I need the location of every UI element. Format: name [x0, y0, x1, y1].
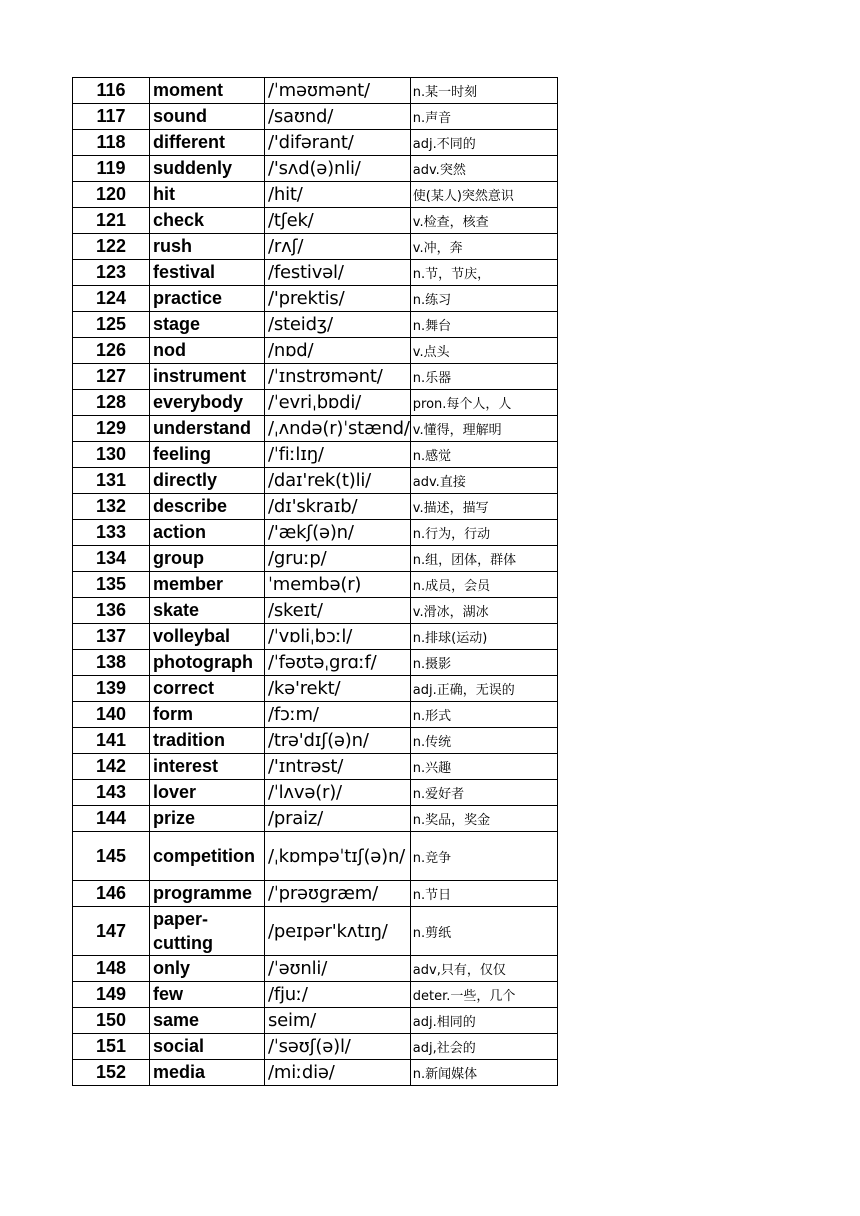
table-row	[73, 624, 558, 650]
word-cell: everybody	[150, 390, 265, 416]
word-number-cell: 138	[73, 650, 150, 676]
word-cell: nod	[150, 338, 265, 364]
word-number-cell: 129	[73, 416, 150, 442]
table-row	[73, 806, 558, 832]
word-cell: few	[150, 982, 265, 1008]
word-number-cell: 148	[73, 956, 150, 982]
definition-cell: n.感觉	[410, 442, 557, 468]
phonetic-cell: ˈmembə(r)	[265, 572, 411, 598]
definition-cell: v.滑冰，湖冰	[410, 598, 557, 624]
word-number-cell: 146	[73, 881, 150, 907]
definition-cell: adv.突然	[410, 156, 557, 182]
word-number-cell: 144	[73, 806, 150, 832]
table-row	[73, 494, 558, 520]
definition-cell: n.奖品，奖金	[410, 806, 557, 832]
phonetic-cell: /ˈprəʊgræm/	[265, 881, 411, 907]
definition-cell: adv,只有，仅仅	[410, 956, 557, 982]
word-cell: photograph	[150, 650, 265, 676]
table-row	[73, 907, 558, 956]
word-cell: describe	[150, 494, 265, 520]
definition-cell: v.懂得，理解明	[410, 416, 557, 442]
definition-cell: v.点头	[410, 338, 557, 364]
table-row	[73, 416, 558, 442]
word-number-cell: 127	[73, 364, 150, 390]
phonetic-cell: /kə'rekt/	[265, 676, 411, 702]
phonetic-cell: /skeɪt/	[265, 598, 411, 624]
word-cell: action	[150, 520, 265, 546]
word-number-cell: 145	[73, 832, 150, 881]
phonetic-cell: /'prektis/	[265, 286, 411, 312]
definition-cell: n.传统	[410, 728, 557, 754]
word-cell: moment	[150, 78, 265, 104]
word-cell: stage	[150, 312, 265, 338]
phonetic-cell: /steidʒ/	[265, 312, 411, 338]
word-cell: prize	[150, 806, 265, 832]
table-row	[73, 312, 558, 338]
definition-cell: n.兴趣	[410, 754, 557, 780]
word-number-cell: 151	[73, 1034, 150, 1060]
table-row	[73, 676, 558, 702]
word-number-cell: 152	[73, 1060, 150, 1086]
definition-cell: pron.每个人，人	[410, 390, 557, 416]
phonetic-cell: /ˈfəʊtəˌgrɑːf/	[265, 650, 411, 676]
phonetic-cell: /miːdiə/	[265, 1060, 411, 1086]
word-cell: suddenly	[150, 156, 265, 182]
vocabulary-table-body	[73, 78, 558, 1086]
word-number-cell: 137	[73, 624, 150, 650]
word-number-cell: 117	[73, 104, 150, 130]
phonetic-cell: seim/	[265, 1008, 411, 1034]
table-row	[73, 390, 558, 416]
word-number-cell: 123	[73, 260, 150, 286]
phonetic-cell: /fjuː/	[265, 982, 411, 1008]
definition-cell: v.检查，核查	[410, 208, 557, 234]
table-row	[73, 182, 558, 208]
word-cell: tradition	[150, 728, 265, 754]
definition-cell: adj.正确，无误的	[410, 676, 557, 702]
word-number-cell: 121	[73, 208, 150, 234]
word-cell: form	[150, 702, 265, 728]
word-cell: paper- cutting	[150, 907, 265, 956]
word-cell: instrument	[150, 364, 265, 390]
table-row	[73, 572, 558, 598]
phonetic-cell: /tʃek/	[265, 208, 411, 234]
phonetic-cell: /rʌʃ/	[265, 234, 411, 260]
word-cell: skate	[150, 598, 265, 624]
phonetic-cell: /ˌʌndə(r)ˈstænd/	[265, 416, 411, 442]
word-number-cell: 128	[73, 390, 150, 416]
table-row	[73, 156, 558, 182]
definition-cell: adj.不同的	[410, 130, 557, 156]
word-cell: lover	[150, 780, 265, 806]
phonetic-cell: /ˈlʌvə(r)/	[265, 780, 411, 806]
phonetic-cell: /daɪ'rek(t)li/	[265, 468, 411, 494]
phonetic-cell: /nɒd/	[265, 338, 411, 364]
definition-cell: n.声音	[410, 104, 557, 130]
phonetic-cell: /peɪpər'kʌtɪŋ/	[265, 907, 411, 956]
definition-cell: n.练习	[410, 286, 557, 312]
phonetic-cell: /trə'dɪʃ(ə)n/	[265, 728, 411, 754]
definition-cell: 使(某人)突然意识	[410, 182, 557, 208]
table-row	[73, 598, 558, 624]
phonetic-cell: /hit/	[265, 182, 411, 208]
table-row	[73, 702, 558, 728]
table-row	[73, 520, 558, 546]
table-row	[73, 832, 558, 881]
phonetic-cell: /ˈevriˌbɒdi/	[265, 390, 411, 416]
word-number-cell: 118	[73, 130, 150, 156]
word-cell: practice	[150, 286, 265, 312]
table-row	[73, 78, 558, 104]
table-row	[73, 650, 558, 676]
table-row	[73, 260, 558, 286]
table-row	[73, 1008, 558, 1034]
word-cell: same	[150, 1008, 265, 1034]
phonetic-cell: /praiz/	[265, 806, 411, 832]
word-number-cell: 122	[73, 234, 150, 260]
table-row	[73, 546, 558, 572]
vocabulary-sheet	[72, 77, 558, 1086]
word-cell: feeling	[150, 442, 265, 468]
word-number-cell: 149	[73, 982, 150, 1008]
word-number-cell: 142	[73, 754, 150, 780]
word-number-cell: 126	[73, 338, 150, 364]
word-number-cell: 125	[73, 312, 150, 338]
table-row	[73, 982, 558, 1008]
word-number-cell: 139	[73, 676, 150, 702]
word-cell: sound	[150, 104, 265, 130]
definition-cell: n.成员，会员	[410, 572, 557, 598]
phonetic-cell: /gruːp/	[265, 546, 411, 572]
definition-cell: adv.直接	[410, 468, 557, 494]
phonetic-cell: /'ækʃ(ə)n/	[265, 520, 411, 546]
word-cell: programme	[150, 881, 265, 907]
word-cell: group	[150, 546, 265, 572]
word-number-cell: 133	[73, 520, 150, 546]
phonetic-cell: /ˈəʊnli/	[265, 956, 411, 982]
phonetic-cell: /dɪ'skraɪb/	[265, 494, 411, 520]
table-row	[73, 364, 558, 390]
word-number-cell: 124	[73, 286, 150, 312]
word-cell: social	[150, 1034, 265, 1060]
table-row	[73, 1034, 558, 1060]
definition-cell: n.排球(运动)	[410, 624, 557, 650]
word-cell: only	[150, 956, 265, 982]
phonetic-cell: /ˈfiːlɪŋ/	[265, 442, 411, 468]
definition-cell: v.描述，描写	[410, 494, 557, 520]
definition-cell: n.竞争	[410, 832, 557, 881]
word-number-cell: 140	[73, 702, 150, 728]
word-cell: rush	[150, 234, 265, 260]
word-cell: member	[150, 572, 265, 598]
phonetic-cell: /festivəl/	[265, 260, 411, 286]
definition-cell: n.乐器	[410, 364, 557, 390]
table-row	[73, 442, 558, 468]
table-row	[73, 956, 558, 982]
word-cell: correct	[150, 676, 265, 702]
definition-cell: deter.一些，几个	[410, 982, 557, 1008]
table-row	[73, 234, 558, 260]
word-number-cell: 135	[73, 572, 150, 598]
definition-cell: n.行为，行动	[410, 520, 557, 546]
word-number-cell: 141	[73, 728, 150, 754]
vocabulary-table	[72, 77, 558, 1086]
table-row	[73, 338, 558, 364]
definition-cell: n.舞台	[410, 312, 557, 338]
word-cell: directly	[150, 468, 265, 494]
word-number-cell: 150	[73, 1008, 150, 1034]
definition-cell: n.爱好者	[410, 780, 557, 806]
word-number-cell: 132	[73, 494, 150, 520]
word-number-cell: 130	[73, 442, 150, 468]
phonetic-cell: /ˈsəʊʃ(ə)l/	[265, 1034, 411, 1060]
definition-cell: v.冲，奔	[410, 234, 557, 260]
word-number-cell: 119	[73, 156, 150, 182]
word-number-cell: 147	[73, 907, 150, 956]
table-row	[73, 780, 558, 806]
definition-cell: n.某一时刻	[410, 78, 557, 104]
phonetic-cell: /ˌkɒmpəˈtɪʃ(ə)n/	[265, 832, 411, 881]
word-cell: understand	[150, 416, 265, 442]
phonetic-cell: /ˈməʊmənt/	[265, 78, 411, 104]
word-cell: volleybal	[150, 624, 265, 650]
word-cell: festival	[150, 260, 265, 286]
word-cell: interest	[150, 754, 265, 780]
word-cell: media	[150, 1060, 265, 1086]
table-row	[73, 468, 558, 494]
table-row	[73, 754, 558, 780]
word-number-cell: 136	[73, 598, 150, 624]
phonetic-cell: /'sʌd(ə)nli/	[265, 156, 411, 182]
word-number-cell: 143	[73, 780, 150, 806]
phonetic-cell: /ˈɪnstrʊmənt/	[265, 364, 411, 390]
word-cell: different	[150, 130, 265, 156]
word-number-cell: 120	[73, 182, 150, 208]
word-number-cell: 131	[73, 468, 150, 494]
definition-cell: n.形式	[410, 702, 557, 728]
table-row	[73, 881, 558, 907]
phonetic-cell: /fɔːm/	[265, 702, 411, 728]
table-row	[73, 728, 558, 754]
phonetic-cell: /'difərant/	[265, 130, 411, 156]
definition-cell: n.组，团体，群体	[410, 546, 557, 572]
definition-cell: n.节，节庆，	[410, 260, 557, 286]
definition-cell: n.剪纸	[410, 907, 557, 956]
definition-cell: adj.相同的	[410, 1008, 557, 1034]
word-number-cell: 134	[73, 546, 150, 572]
table-row	[73, 1060, 558, 1086]
phonetic-cell: /ˈvɒliˌbɔːl/	[265, 624, 411, 650]
definition-cell: n.新闻媒体	[410, 1060, 557, 1086]
word-cell: check	[150, 208, 265, 234]
word-number-cell: 116	[73, 78, 150, 104]
definition-cell: adj,社会的	[410, 1034, 557, 1060]
table-row	[73, 286, 558, 312]
phonetic-cell: /'ɪntrəst/	[265, 754, 411, 780]
table-row	[73, 130, 558, 156]
phonetic-cell: /saʊnd/	[265, 104, 411, 130]
definition-cell: n.摄影	[410, 650, 557, 676]
table-row	[73, 104, 558, 130]
definition-cell: n.节日	[410, 881, 557, 907]
table-row	[73, 208, 558, 234]
word-cell: hit	[150, 182, 265, 208]
word-cell: competition	[150, 832, 265, 881]
